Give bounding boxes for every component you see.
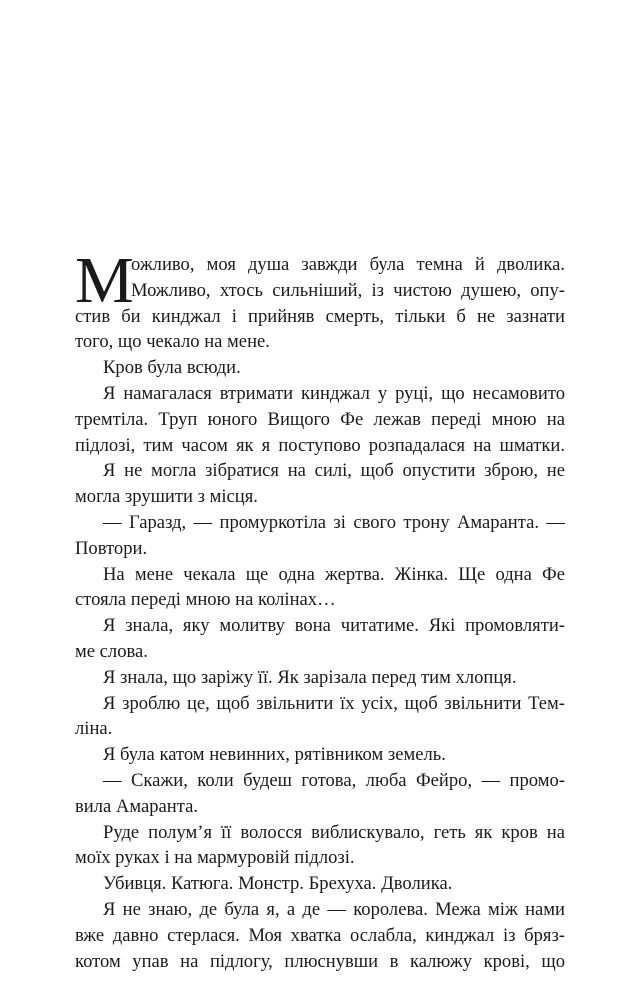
text-line: стояла переді мною на колінах… (75, 589, 336, 611)
text-line: — Скажи, коли будеш готова, люба Фейро, — промо- (103, 769, 565, 791)
text-line: ліна. (75, 718, 113, 740)
text-line: ожливо, моя душа завжди була темна й дволика. (131, 254, 565, 275)
text-line: Я намагалася втримати кинджал у руці, що несамовито (103, 382, 565, 404)
text-line: ме слова. (75, 640, 148, 662)
body-text (75, 244, 565, 974)
text-line: того, що чекало на мене. (75, 331, 270, 353)
text-line: стив би кинджал і прийняв смерть, тільки б не зазнати (75, 305, 565, 327)
text-line: Я була катом невинних, рятівником земель. (103, 744, 446, 766)
text-line: котом упав на підлогу, плюснувши в калюжу крові, що (75, 950, 565, 972)
text-line: підлозі, тим часом як я поступово розпадалася на шматки. (75, 434, 565, 456)
text-line: Я не знаю, де була я, а де — королева. Межа між нами (103, 898, 565, 920)
text-line: Кров була всюди. (103, 357, 241, 379)
text-line: Можливо, хтось сильніший, із чистою душею, опу- (131, 279, 565, 301)
text-line: Я знала, яку молитву вона читатиме. Які промовляти- (103, 615, 565, 637)
text-line: Убивця. Катюга. Монстр. Брехуха. Дволика. (103, 873, 453, 895)
text-line: могла зрушити з місця. (75, 486, 258, 508)
text-line: — Гаразд, — промуркотіла зі свого трону Амаранта. — (103, 511, 565, 533)
text-line: моїх руках і на мармуровій підлозі. (75, 847, 355, 869)
text-line: На мене чекала ще одна жертва. Жінка. Ще одна Фе (103, 563, 565, 585)
text-line: тремтіла. Труп юного Вищого Фе лежав переді мною на (75, 408, 565, 430)
text-line: вже давно стерлася. Моя хватка ослабла, кинджал із бряз- (75, 924, 565, 946)
text-line: вила Амаранта. (75, 795, 198, 817)
text-line: Руде полум’я її волосся виблискувало, геть як кров на (103, 821, 565, 843)
text-line: Я зроблю це, щоб звільнити їх усіх, щоб звільнити Тем- (103, 692, 565, 714)
text-line: Я знала, що заріжу її. Як зарізала перед тим хлопця. (103, 666, 517, 688)
text-line: Повтори. (75, 537, 148, 559)
text-line: Я не могла зібратися на силі, щоб опустити зброю, не (103, 460, 565, 482)
drop-cap: М (75, 244, 134, 317)
